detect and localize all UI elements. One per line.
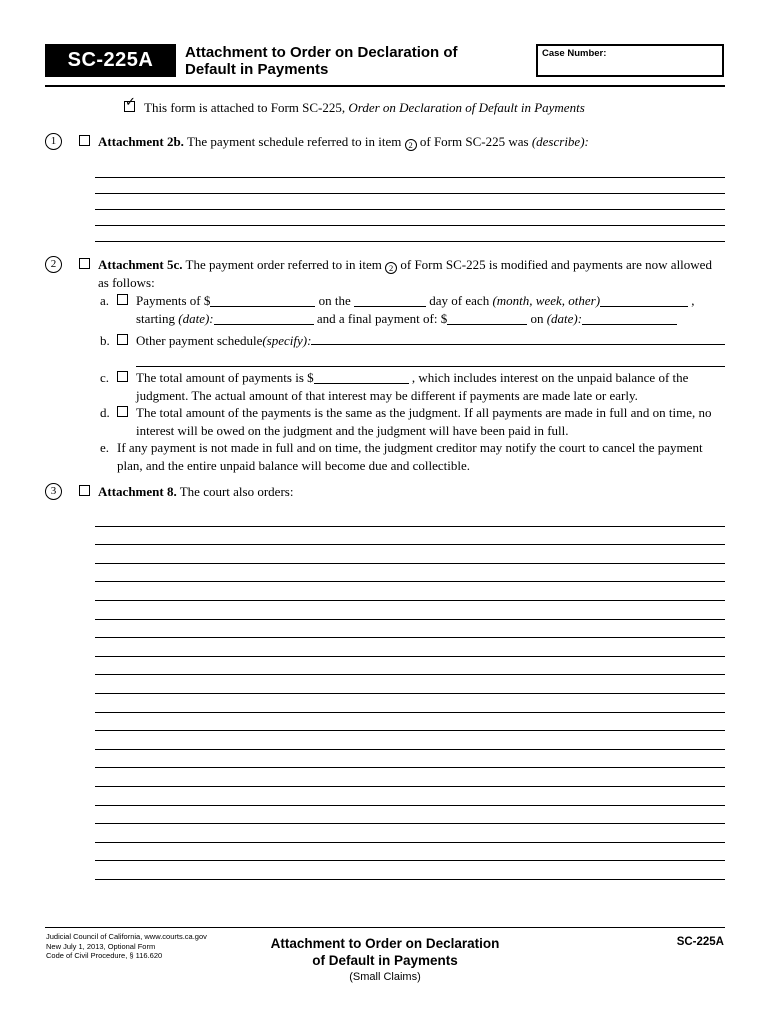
- write-in-line[interactable]: [95, 508, 725, 527]
- form-number-box: [45, 44, 176, 77]
- item-2a-row: [100, 292, 725, 327]
- write-in-line[interactable]: [95, 713, 725, 732]
- write-in-line[interactable]: [95, 768, 725, 787]
- write-in-line[interactable]: [95, 545, 725, 564]
- write-in-line[interactable]: [95, 210, 725, 226]
- write-in-line[interactable]: [95, 843, 725, 862]
- item-1-row: [45, 133, 725, 151]
- case-number-box[interactable]: [536, 44, 724, 77]
- footer-form-number: SC-225A: [676, 936, 724, 948]
- attachment-2b-checkbox[interactable]: [79, 135, 90, 146]
- item-2e-content: If any payment is not made in full and on time, the judgment creditor may notify the court to cancel the payment plan, and the entire unpaid balance will become due and collectible.: [117, 440, 703, 473]
- final-payment-amount-field[interactable]: [447, 312, 527, 325]
- write-in-line[interactable]: [95, 824, 725, 843]
- footer-title-line1: Attachment to Order on Declaration: [270, 936, 500, 951]
- write-in-line[interactable]: [95, 787, 725, 806]
- item-2b-content: [136, 332, 725, 367]
- write-in-line[interactable]: [95, 564, 725, 583]
- payment-day-field[interactable]: [354, 294, 426, 307]
- item-2-reference-icon: 2: [405, 139, 417, 151]
- write-in-line[interactable]: [95, 694, 725, 713]
- write-in-line[interactable]: [95, 675, 725, 694]
- other-schedule-checkbox[interactable]: [117, 334, 128, 345]
- payments-of-checkbox[interactable]: [117, 294, 128, 305]
- item-2d-content: The total amount of the payments is the same as the judgment. If all payments are made in full and on time, no interest will be owed on the judgment and the judgment will have been paid in full.: [136, 405, 712, 438]
- attached-form-checkbox[interactable]: [124, 95, 136, 112]
- item-2e-row: [100, 439, 725, 474]
- write-in-line[interactable]: [95, 194, 725, 210]
- header-rule: [45, 85, 725, 87]
- final-payment-date-field[interactable]: [582, 312, 677, 325]
- write-in-line[interactable]: [95, 162, 725, 178]
- footer-rule: [45, 927, 725, 928]
- item-2e-label: e.: [100, 440, 110, 455]
- form-title: [185, 44, 458, 78]
- checkmark-icon: ✓: [125, 95, 136, 110]
- form-title-line2: Default in Payments: [185, 61, 329, 78]
- write-in-line[interactable]: [95, 178, 725, 194]
- attachment-5c-checkbox[interactable]: [79, 258, 90, 269]
- intro-text: This form is attached to Form SC-225, Order on Declaration of Default in Payments: [144, 100, 585, 115]
- footer-left-block: [46, 932, 207, 961]
- item-2-reference-icon: 2: [385, 262, 397, 274]
- item-2b-row: [100, 332, 725, 367]
- intro-row: [124, 95, 585, 116]
- attachment-5c-text: Attachment 5c. The payment order referred to in item 2 of Form SC-225 is modified and payments are now allowed as follows:: [98, 257, 712, 290]
- attachment-2b-text: Attachment 2b. The payment schedule referred to in item 2 of Form SC-225 was (describe):: [98, 134, 589, 150]
- write-in-line[interactable]: [95, 750, 725, 769]
- footer-agency-line: Judicial Council of California, www.courts.ca.gov: [46, 932, 207, 941]
- write-in-line[interactable]: [95, 226, 725, 242]
- write-in-line[interactable]: [95, 601, 725, 620]
- item-2d-row: [100, 404, 725, 439]
- item-2a-content: [136, 292, 725, 327]
- payment-period-field[interactable]: [600, 294, 688, 307]
- item-number-2: 2: [45, 256, 62, 273]
- attachment-8-text: Attachment 8. The court also orders:: [98, 484, 294, 499]
- item-2-row: [45, 256, 725, 291]
- item-number-3: 3: [45, 483, 62, 500]
- item-3-row: [45, 483, 725, 500]
- write-in-line[interactable]: [95, 861, 725, 880]
- item-2a-line2: starting (date): and a final payment of: $ on (date):: [136, 310, 725, 328]
- other-schedule-field[interactable]: [311, 332, 725, 345]
- item-2d-label: d.: [100, 405, 110, 420]
- write-in-line[interactable]: [136, 350, 725, 367]
- write-in-line[interactable]: [95, 657, 725, 676]
- write-in-line[interactable]: [95, 527, 725, 546]
- item-2c-content: The total amount of payments is $ , which includes interest on the unpaid balance of the judgment. The actual amount of that interest may be different if payments are made late or early.: [136, 370, 689, 403]
- payment-amount-field[interactable]: [210, 294, 315, 307]
- attachment-8-checkbox[interactable]: [79, 485, 90, 496]
- attachment-8-write-in-area: [95, 508, 725, 880]
- case-number-label: Case Number:: [542, 48, 607, 59]
- form-number: SC-225A: [67, 49, 154, 71]
- item-2b-line1: Other payment schedule (specify):: [136, 332, 725, 350]
- write-in-line[interactable]: [95, 582, 725, 601]
- write-in-line[interactable]: [95, 620, 725, 639]
- item-2b-label: b.: [100, 333, 110, 348]
- write-in-line[interactable]: [95, 806, 725, 825]
- form-title-line1: Attachment to Order on Declaration of: [185, 44, 458, 61]
- item-2c-label: c.: [100, 370, 110, 385]
- footer-revision-line: New July 1, 2013, Optional Form: [46, 941, 156, 951]
- footer-subtitle: (Small Claims): [349, 971, 421, 983]
- item-2a-label: a.: [100, 293, 110, 308]
- footer-title-block: [230, 936, 540, 983]
- footer-title-line2: of Default in Payments: [312, 952, 458, 968]
- total-same-as-judgment-checkbox[interactable]: [117, 406, 128, 417]
- write-in-line[interactable]: [95, 731, 725, 750]
- write-in-line[interactable]: [95, 638, 725, 657]
- item-number-1: 1: [45, 133, 62, 150]
- start-date-field[interactable]: [214, 312, 314, 325]
- total-payments-amount-field[interactable]: [314, 371, 409, 384]
- footer-code-line: Code of Civil Procedure, § 116.620: [46, 951, 163, 960]
- item-2a-line1: Payments of $ on the day of each (month, week, other) ,: [136, 293, 695, 308]
- item-2c-row: [100, 369, 725, 404]
- total-with-interest-checkbox[interactable]: [117, 371, 128, 382]
- intro-form-name: Order on Declaration of Default in Payments: [348, 100, 585, 115]
- attachment-2b-write-in-area: [95, 162, 725, 242]
